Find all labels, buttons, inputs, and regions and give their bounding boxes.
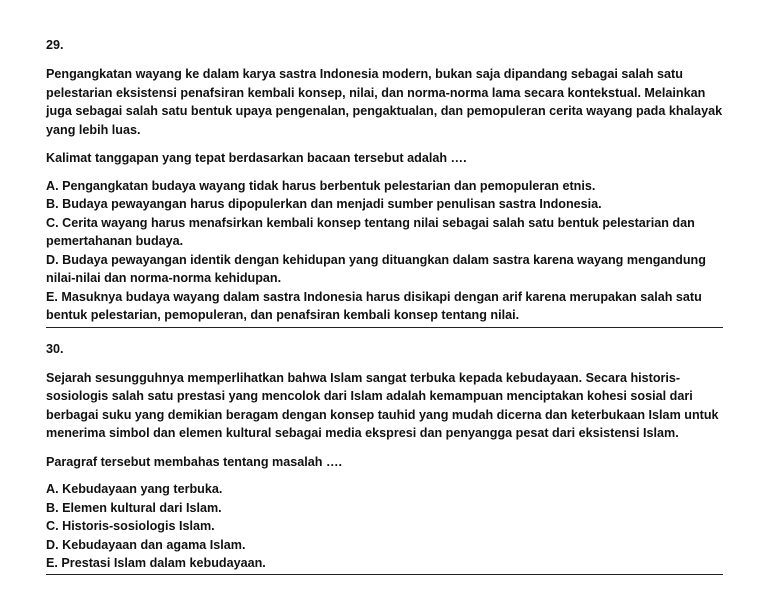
question-passage: Pengangkatan wayang ke dalam karya sastra Indonesia modern, bukan saja dipandang sebagai salah satu pelestarian eksistensi penafsiran kembali konsep, nilai, dan norma-norma lama secara kontekstual. Melainkan juga sebagai salah satu bentuk upaya pengenalan, pengaktualan, dan pemopuleran cerita wayang pada khalayak yang lebih luas. <box>46 67 723 137</box>
question-30 <box>46 328 723 575</box>
question-passage: Sejarah sesungguhnya memperlihatkan bahwa Islam sangat terbuka kepada kebudayaan. Secara historis-sosiologis salah satu prestasi yang mencolok dari Islam adalah kemampuan menciptakan kohesi sosial dari berbagai suku yang demikian beragam dengan konsep tauhid yang mudah dicerna dan keterbukaan Islam untuk menerima simbol dan elemen kultural sebagai media ekspresi dan penyangga pesat dari eksistensi Islam. <box>46 370 719 440</box>
answer-option-b[interactable]: B. Budaya pewayangan harus dipopulerkan dan menjadi sumber penulisan sastra Indonesia. <box>46 197 602 211</box>
answer-option-b[interactable]: B. Elemen kultural dari Islam. <box>46 500 222 515</box>
question-29 <box>46 0 723 328</box>
answer-option-d[interactable]: D. Budaya pewayangan identik dengan kehidupan yang dituangkan dalam sastra karena wayang mengandung nilai-nilai dan norma-norma kehidupan. <box>46 252 706 285</box>
answer-options <box>46 177 723 325</box>
answer-option-e[interactable]: E. Prestasi Islam dalam kebudayaan. <box>46 556 266 570</box>
answer-option-d[interactable]: D. Kebudayaan dan agama Islam. <box>46 537 246 552</box>
answer-option-a[interactable]: A. Kebudayaan yang terbuka. <box>46 482 223 496</box>
answer-option-e[interactable]: E. Masuknya budaya wayang dalam sastra Indonesia harus disikapi dengan arif karena merupakan salah satu bentuk pelestarian, pemopuleran, dan penafsiran kembali konsep tentang nilai. <box>46 289 702 322</box>
question-number: 30. <box>46 341 64 356</box>
answer-option-c[interactable]: C. Cerita wayang harus menafsirkan kembali konsep tentang nilai sebagai salah satu bentuk pelestarian dan pemertahanan budaya. <box>46 215 695 248</box>
answer-options <box>46 480 723 573</box>
question-number: 29. <box>46 38 64 52</box>
question-prompt: Paragraf tersebut membahas tentang masalah …. <box>46 454 343 469</box>
question-prompt: Kalimat tanggapan yang tepat berdasarkan bacaan tersebut adalah …. <box>46 151 467 165</box>
answer-option-c[interactable]: C. Historis-sosiologis Islam. <box>46 519 215 533</box>
answer-option-a[interactable]: A. Pengangkatan budaya wayang tidak harus berbentuk pelestarian dan pemopuleran etnis. <box>46 178 596 193</box>
